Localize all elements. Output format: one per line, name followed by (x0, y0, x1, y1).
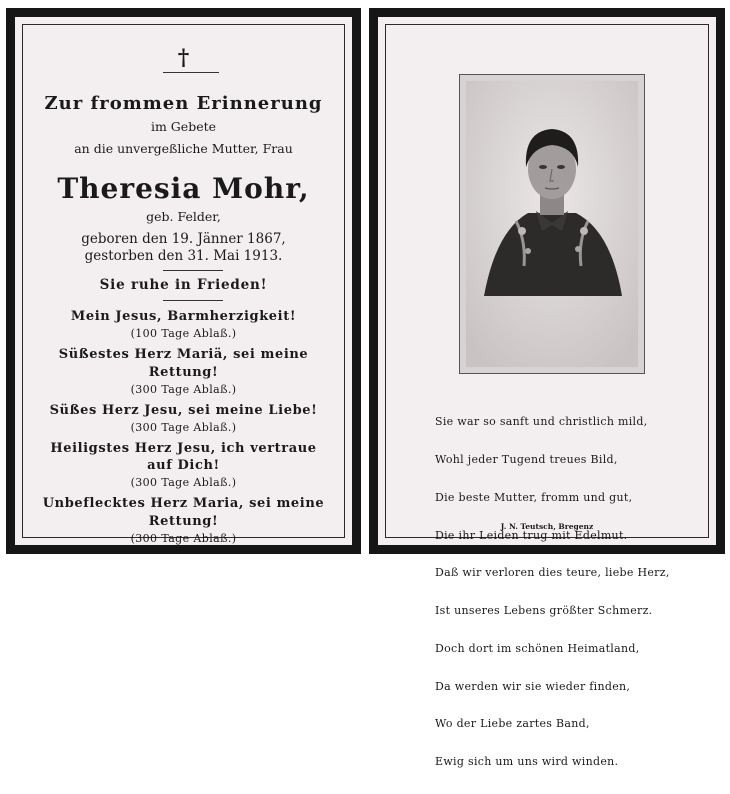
memorial-poem (435, 391, 670, 794)
memorial-card-left (6, 8, 361, 554)
poem-line: Daß wir verloren dies teure, liebe Herz, (435, 566, 670, 580)
prayer-line: Rettung! (148, 365, 219, 380)
poem-line: Ist unseres Lebens größter Schmerz. (435, 604, 653, 618)
prayer-line: Heiligstes Herz Jesu, ich vertraue (50, 441, 317, 456)
prayer-line: Süßestes Herz Mariä, sei meine (58, 347, 309, 362)
poem-line: Sie war so sanft und christlich mild, (435, 415, 648, 429)
portrait-photo (459, 74, 645, 374)
card-text-area (23, 25, 344, 545)
indulgence-note: (300 Tage Ablaß.) (130, 532, 237, 545)
indulgence-note: (300 Tage Ablaß.) (130, 383, 237, 396)
rest-in-peace: Sie ruhe in Frieden! (99, 277, 268, 293)
portrait-drawing (466, 81, 638, 367)
cross-icon: † (177, 45, 190, 71)
intro-text: an die unvergeßliche Mutter, Frau (74, 141, 293, 156)
poem-line: Ewig sich um uns wird winden. (435, 755, 619, 769)
birth-date: geboren den 19. Jänner 1867, (81, 231, 286, 247)
maiden-name: geb. Felder, (146, 209, 221, 224)
poem-line: Wohl jeder Tugend treues Bild, (435, 452, 618, 466)
subheading: im Gebete (150, 119, 217, 134)
divider (163, 72, 219, 73)
printer-imprint: J. N. Teutsch, Bregenz (500, 522, 594, 531)
poem-line: Die beste Mutter, fromm und gut, (435, 490, 633, 504)
poem-line: Doch dort im schönen Heimatland, (435, 641, 640, 655)
divider (163, 300, 223, 301)
divider (163, 270, 223, 271)
indulgence-note: (100 Tage Ablaß.) (130, 327, 237, 340)
prayer-line: auf Dich! (147, 458, 220, 473)
poem-line: Wo der Liebe zartes Band, (435, 717, 590, 731)
prayer-line: Rettung! (148, 514, 219, 529)
prayer-line: Mein Jesus, Barmherzigkeit! (70, 309, 297, 324)
heading: Zur frommen Erinnerung (44, 93, 323, 114)
death-date: gestorben den 31. Mai 1913. (84, 248, 283, 264)
card-inner-border (385, 24, 709, 769)
card-inner-border (22, 24, 345, 545)
deceased-name: Theresia Mohr, (57, 172, 310, 205)
portrait-image (466, 81, 638, 367)
poem-line: Da werden wir sie wieder finden, (435, 679, 631, 693)
prayer-line: Süßes Herz Jesu, sei meine Liebe! (49, 403, 318, 418)
indulgence-note: (300 Tage Ablaß.) (130, 421, 237, 434)
prayer-line: Unbeflecktes Herz Maria, sei meine (42, 496, 325, 511)
poem-line: Die ihr Leiden trug mit Edelmut. (435, 528, 628, 542)
indulgence-note: (300 Tage Ablaß.) (130, 476, 237, 489)
memorial-card-right (369, 8, 725, 769)
